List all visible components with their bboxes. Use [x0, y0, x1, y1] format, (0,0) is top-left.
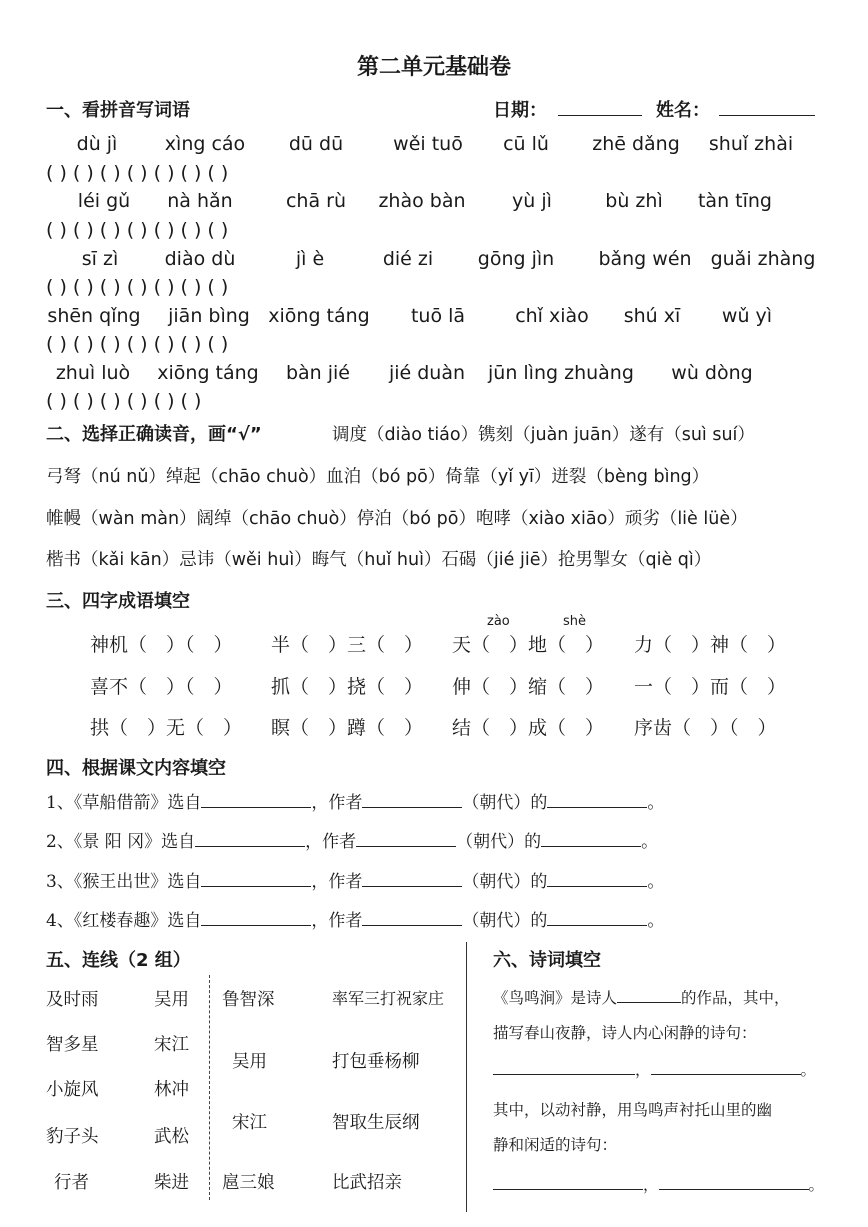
pinyin-word: yù jì [512, 190, 552, 212]
choice-line[interactable]: 楷书（kǎi kān）忌讳（wěi huì）晦气（huǐ huì）石碣（jié jiē）抢男掣女（qiè qì） [46, 550, 712, 570]
hero-item[interactable]: 吴用 [154, 990, 189, 1010]
pinyin-word: xiōng táng [157, 362, 259, 384]
date-label: 日期： [493, 100, 547, 121]
idiom-blank[interactable]: 拱（ ）无（ ） [90, 717, 243, 739]
idiom-blank[interactable]: 天（ ）地（ ） [452, 634, 605, 656]
author-label: ，作者 [305, 832, 357, 852]
item-number: 1、 [46, 793, 74, 813]
poem-answer-line-2 [493, 1173, 824, 1195]
hero-item[interactable]: 扈三娘 [222, 1173, 275, 1193]
dynasty-label: （朝代）的 [462, 872, 548, 892]
hero-item[interactable]: 鲁智深 [222, 990, 275, 1010]
pinyin-word: diào dù [164, 248, 236, 270]
pinyin-word: xiōng táng [268, 305, 370, 327]
choice-line[interactable]: 弓弩（nú nǔ）绰起（chāo chuò）血泊（bó pō）倚靠（yǐ yī）迸裂（bèng bìng） [46, 467, 710, 487]
choice-line[interactable]: 帷幔（wàn màn）阔绰（chāo chuò）停泊（bó pō）咆哮（xiào xiāo）顽劣（liè lüè） [46, 509, 748, 529]
answer-blanks-row[interactable]: ( ) ( ) ( ) ( ) ( ) ( ) ( ) [46, 219, 229, 241]
pinyin-word: jiān bìng [168, 305, 250, 327]
poet-blank[interactable] [617, 986, 681, 1003]
pinyin-word: nà hǎn [167, 190, 233, 212]
hero-item[interactable]: 武松 [154, 1127, 189, 1147]
author-blank[interactable] [356, 828, 456, 847]
pinyin-word: chǐ xiào [515, 305, 589, 327]
pinyin-word: wǔ yì [721, 305, 773, 327]
from-label: 选自 [167, 872, 202, 892]
pinyin-word: zhē dǎng [592, 133, 680, 155]
poem-line-2: 描写春山夜静，诗人内心闲静的诗句： [493, 1024, 757, 1042]
poem-blank[interactable] [659, 1173, 809, 1190]
section1-heading: 一、看拼音写词语 [46, 100, 190, 121]
item-number: 3、 [46, 872, 74, 892]
pinyin-word: shēn qǐng [47, 305, 141, 327]
idiom-blank[interactable]: 神机（ ）（ ） [90, 634, 233, 656]
pinyin-hint: zào [487, 614, 510, 629]
source-blank[interactable] [201, 789, 311, 808]
book-title: 《景 阳 冈》 [73, 832, 162, 852]
author-blank[interactable] [362, 868, 462, 887]
answer-blanks-row[interactable]: ( ) ( ) ( ) ( ) ( ) ( ) ( ) [46, 276, 229, 298]
idiom-blank[interactable]: 瞑（ ）蹲（ ） [271, 717, 424, 739]
poem-line-4: 其中，以动衬静，用鸟鸣声衬托山里的幽 [493, 1101, 773, 1119]
pinyin-word: wù dòng [671, 362, 753, 384]
work-blank[interactable] [547, 907, 647, 926]
poem-answer-line-1 [493, 1058, 816, 1080]
pinyin-word: dié zi [382, 248, 434, 270]
answer-blanks-row[interactable]: ( ) ( ) ( ) ( ) ( ) ( ) [46, 390, 202, 412]
section-divider [466, 942, 467, 1212]
pinyin-word: wěi tuō [393, 133, 463, 155]
pinyin-word: léi gǔ [77, 190, 131, 212]
poem-text: 《鸟鸣涧》是诗人 [493, 989, 618, 1007]
story-item[interactable]: 智取生辰纲 [332, 1113, 420, 1133]
answer-blanks-row[interactable]: ( ) ( ) ( ) ( ) ( ) ( ) ( ) [46, 162, 229, 184]
author-blank[interactable] [362, 907, 462, 926]
section2-heading: 二、选择正确读音，画“√” [46, 424, 262, 445]
idiom-blank[interactable]: 伸（ ）缩（ ） [452, 676, 605, 698]
work-blank[interactable] [547, 789, 647, 808]
pinyin-word: cū lǔ [503, 133, 549, 155]
nickname-item[interactable]: 小旋风 [46, 1080, 99, 1100]
pinyin-word: bǎng wén [598, 248, 692, 270]
work-blank[interactable] [547, 868, 647, 887]
fill-item-1 [46, 788, 664, 813]
poem-blank[interactable] [493, 1173, 643, 1190]
dynasty-label: （朝代）的 [456, 832, 542, 852]
pinyin-word: jié duàn [388, 362, 466, 384]
from-label: 选自 [167, 911, 202, 931]
story-item[interactable]: 率军三打祝家庄 [332, 989, 445, 1008]
pinyin-word: jì è [295, 248, 325, 270]
hero-item[interactable]: 柴进 [154, 1173, 189, 1193]
pinyin-word: zhuì luò [55, 362, 131, 384]
fill-item-3 [46, 867, 664, 892]
comma: ， [635, 1061, 651, 1079]
answer-blanks-row[interactable]: ( ) ( ) ( ) ( ) ( ) ( ) ( ) [46, 333, 229, 355]
poem-blank[interactable] [651, 1058, 801, 1075]
pinyin-word: gōng jìn [477, 248, 555, 270]
idiom-blank[interactable]: 序齿（ ）（ ） [634, 717, 777, 739]
poem-blank[interactable] [493, 1058, 635, 1075]
poem-text: 的作品，其中， [681, 989, 790, 1007]
pinyin-word: shuǐ zhài [708, 133, 794, 155]
pinyin-word: sī zì [81, 248, 119, 270]
period: 。 [647, 793, 665, 813]
from-label: 选自 [161, 832, 196, 852]
idiom-blank[interactable]: 喜不（ ）（ ） [90, 676, 233, 698]
source-blank[interactable] [195, 828, 305, 847]
nickname-item[interactable]: 智多星 [46, 1035, 99, 1055]
source-blank[interactable] [201, 868, 311, 887]
dynasty-label: （朝代）的 [462, 793, 548, 813]
work-blank[interactable] [541, 828, 641, 847]
choice-line[interactable]: 调度（diào tiáo）镌刻（juàn juān）遂有（suì suí） [332, 425, 755, 445]
pinyin-word: dū dū [288, 133, 344, 155]
hero-item[interactable]: 宋江 [154, 1035, 189, 1055]
pinyin-word: shú xī [623, 305, 681, 327]
item-number: 2、 [46, 832, 74, 852]
fill-item-4 [46, 906, 664, 931]
period: 。 [647, 911, 665, 931]
pinyin-word: guǎi zhàng [710, 248, 816, 270]
pinyin-word: tuō lā [410, 305, 466, 327]
book-title: 《红楼春趣》 [73, 911, 168, 931]
pinyin-word: bàn jié [285, 362, 351, 384]
pinyin-word: jūn lìng zhuàng [488, 362, 634, 384]
name-label: 姓名： [656, 100, 710, 121]
item-number: 4、 [46, 911, 74, 931]
hero-item[interactable]: 吴用 [232, 1052, 267, 1072]
idiom-blank[interactable]: 抓（ ）挠（ ） [271, 676, 424, 698]
poem-line-5: 静和闲适的诗句： [493, 1136, 618, 1154]
name-field[interactable] [719, 115, 815, 116]
hero-item[interactable]: 宋江 [232, 1113, 267, 1133]
period: 。 [647, 872, 665, 892]
idiom-blank[interactable]: 结（ ）成（ ） [452, 717, 605, 739]
section4-heading: 四、根据课文内容填空 [46, 758, 226, 779]
pinyin-word: zhào bàn [378, 190, 466, 212]
page-title: 第二单元基础卷 [356, 55, 511, 80]
nickname-item[interactable]: 豹子头 [46, 1127, 99, 1147]
idiom-blank[interactable]: 一（ ）而（ ） [634, 676, 787, 698]
story-item[interactable]: 比武招亲 [332, 1173, 402, 1193]
pinyin-word: dù jì [76, 133, 118, 155]
author-blank[interactable] [362, 789, 462, 808]
hero-item[interactable]: 林冲 [154, 1080, 189, 1100]
idiom-blank[interactable]: 半（ ）三（ ） [271, 634, 424, 656]
poem-line-1 [493, 986, 790, 1008]
book-title: 《草船借箭》 [73, 793, 168, 813]
date-field[interactable] [558, 115, 642, 116]
nickname-item[interactable]: 行者 [54, 1173, 89, 1193]
section6-heading: 六、诗词填空 [493, 950, 601, 971]
dynasty-label: （朝代）的 [462, 911, 548, 931]
section3-heading: 三、四字成语填空 [46, 591, 190, 612]
fill-item-2 [46, 827, 658, 852]
dashed-divider [209, 975, 210, 1200]
pinyin-word: bù zhì [605, 190, 663, 212]
period: 。 [641, 832, 659, 852]
period: 。 [800, 1061, 817, 1079]
from-label: 选自 [167, 793, 202, 813]
idiom-blank[interactable]: 力（ ）神（ ） [634, 634, 787, 656]
pinyin-word: xìng cáo [164, 133, 246, 155]
pinyin-hint: shè [563, 614, 587, 629]
book-title: 《猴王出世》 [73, 872, 168, 892]
period: 。 [808, 1176, 825, 1194]
author-label: ，作者 [311, 911, 363, 931]
author-label: ，作者 [311, 872, 363, 892]
source-blank[interactable] [201, 907, 311, 926]
pinyin-word: tàn tīng [697, 190, 772, 212]
comma: ， [643, 1176, 659, 1194]
pinyin-word: chā rù [285, 190, 347, 212]
author-label: ，作者 [311, 793, 363, 813]
story-item[interactable]: 打包垂杨柳 [332, 1052, 420, 1072]
section5-heading: 五、连线（2 组） [46, 950, 191, 971]
nickname-item[interactable]: 及时雨 [46, 990, 99, 1010]
